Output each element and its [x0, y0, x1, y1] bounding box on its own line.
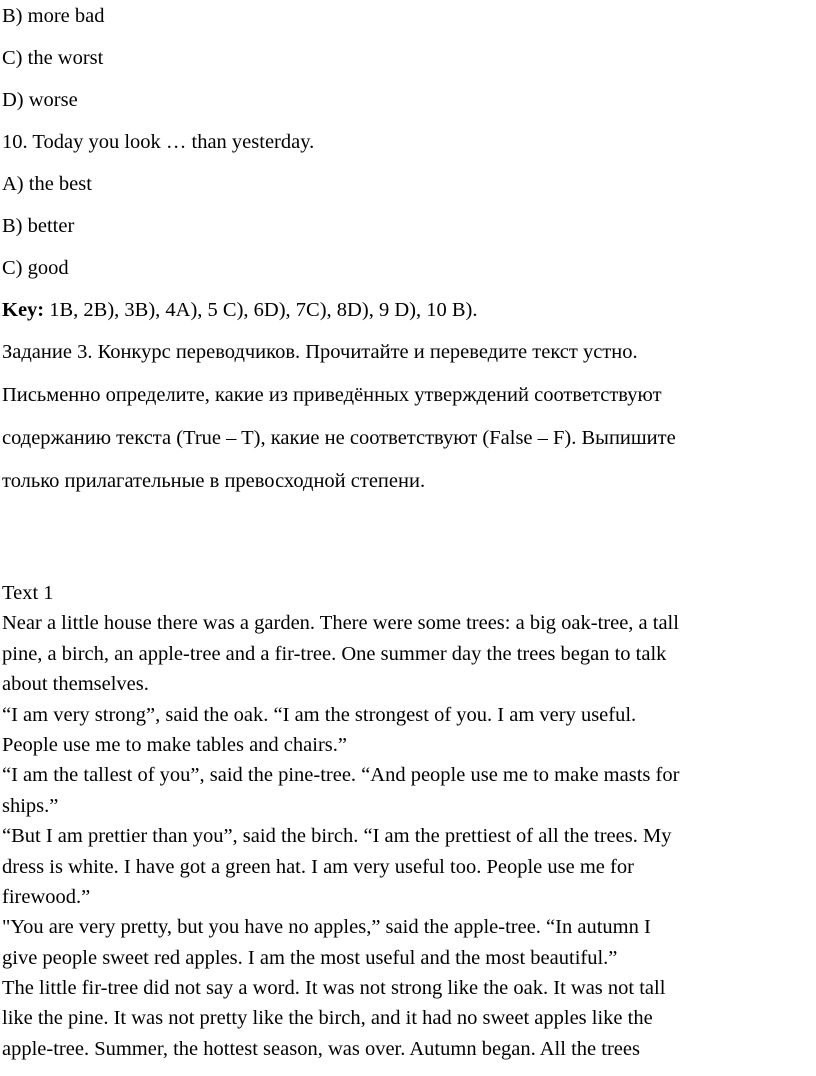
text1-line: ships.” [2, 794, 59, 817]
task3-line-4: только прилагательные в превосходной степени. [2, 470, 426, 492]
text1-line: “But I am prettier than you”, said the birch. “I am the prettiest of all the trees. My [2, 825, 672, 848]
text1-line: The little fir-tree did not say a word. It was not strong like the oak. It was not tall [2, 977, 666, 1000]
task3-line-1: Задание 3. Конкурс переводчиков. Прочитайте и переведите текст устно. [2, 341, 638, 363]
answer-key-values: 1B, 2B), 3B), 4A), 5 C), 6D), 7C), 8D), 9 D), 10 B). [44, 299, 478, 321]
text1-line: "You are very pretty, but you have no apples,” said the apple-tree. “In autumn I [2, 916, 651, 939]
q9-option-c: C) the worst [2, 47, 104, 69]
task3-line-2: Письменно определите, какие из приведённых утверждений соответствуют [2, 384, 662, 406]
text1-title: Text 1 [2, 582, 54, 604]
text1-block [2, 578, 814, 1064]
answer-key [2, 298, 477, 322]
text1-line: pine, a birch, an apple-tree and a fir-tree. One summer day the trees began to talk [2, 642, 667, 665]
text1-line: like the pine. It was not pretty like the birch, and it had no sweet apples like the [2, 1007, 653, 1030]
text1-line: apple-tree. Summer, the hottest season, was over. Autumn began. All the trees [2, 1037, 640, 1060]
q10-option-c: C) good [2, 257, 69, 279]
task3-line-3: содержанию текста (True – T), какие не соответствуют (False – F). Выпишите [2, 427, 676, 449]
q10-option-a: A) the best [2, 173, 92, 195]
text1-line: firewood.” [2, 885, 91, 908]
text1-line: “I am the tallest of you”, said the pine-tree. “And people use me to make masts for [2, 764, 680, 787]
answer-key-label: Key: [2, 299, 45, 321]
q9-option-b: B) more bad [2, 5, 105, 27]
q9-option-d: D) worse [2, 89, 78, 111]
text1-line: dress is white. I have got a green hat. I am very useful too. People use me for [2, 855, 634, 878]
text1-line: about themselves. [2, 673, 149, 696]
text1-line: People use me to make tables and chairs.” [2, 733, 347, 756]
q10-option-b: B) better [2, 215, 75, 237]
text1-line: “I am very strong”, said the oak. “I am the strongest of you. I am very useful. [2, 703, 637, 726]
q10-question: 10. Today you look … than yesterday. [2, 131, 315, 153]
text1-line: give people sweet red apples. I am the most useful and the most beautiful.” [2, 946, 618, 969]
text1-line: Near a little house there was a garden. There were some trees: a big oak-tree, a tall [2, 612, 679, 635]
